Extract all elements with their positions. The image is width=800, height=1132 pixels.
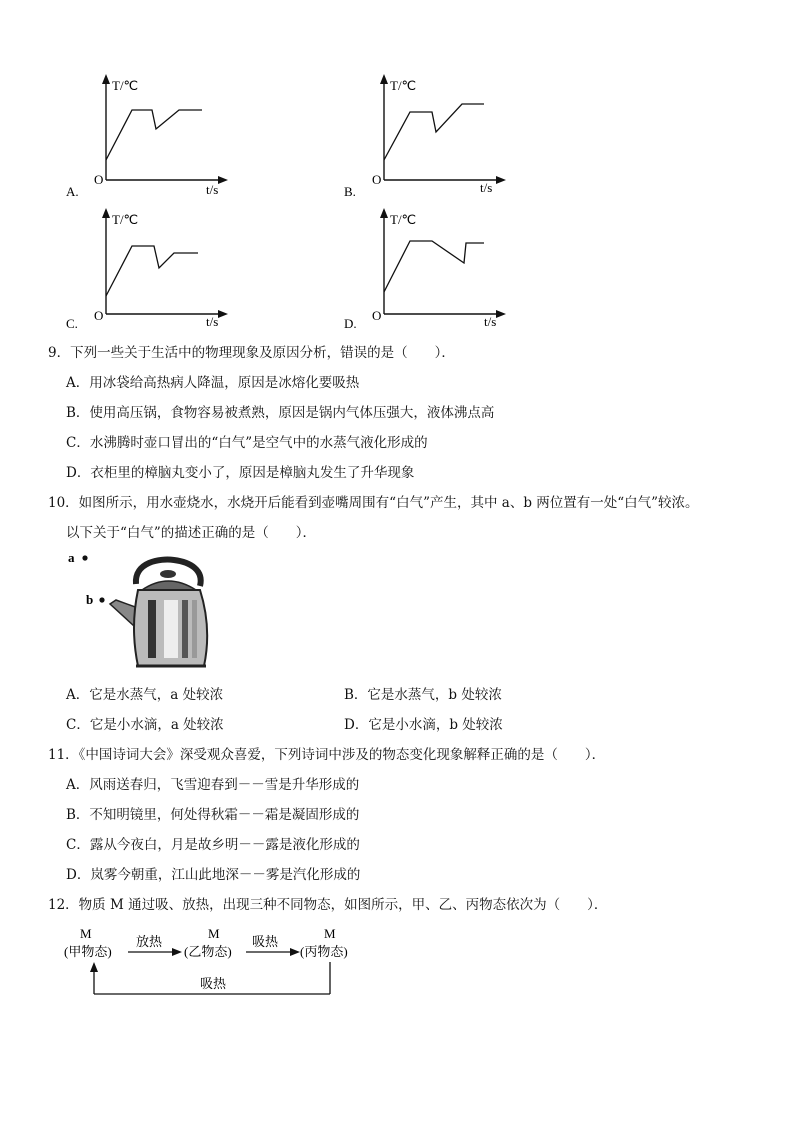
q11-option-a[interactable]: A．风雨送春归，飞雪迎春到－－雪是升华形成的 <box>66 777 360 793</box>
q12-stem: 12．物质 M 通过吸、放热，出现三种不同物态，如图所示，甲、乙、丙物态依次为（ ）． <box>48 897 608 913</box>
q10-option-b[interactable]: B．它是水蒸气，b 处较浓 <box>344 687 502 703</box>
q10-stem-line1: 10．如图所示，用水壶烧水，水烧开后能看到壶嘴周围有“白气”产生，其中 a、b 两位置有一处“白气”较浓。 <box>48 495 699 511</box>
q10-option-a[interactable]: A．它是水蒸气，a 处较浓 <box>66 687 224 703</box>
y-axis-label: T/℃ <box>390 212 417 227</box>
state-bing: (丙物态) <box>300 944 348 959</box>
arrow1-label: 放热 <box>136 934 163 949</box>
m-label-3: M <box>324 926 336 941</box>
q11-option-b[interactable]: B．不知明镜里，何处得秋霜－－霜是凝固形成的 <box>66 807 360 823</box>
q9-stem: 9．下列一些关于生活中的物理现象及原因分析，错误的是（ ）． <box>48 345 455 361</box>
option-letter: B. <box>344 184 356 199</box>
state-jia: (甲物态) <box>64 944 112 959</box>
origin-label: O <box>94 308 104 323</box>
point-a <box>82 555 87 560</box>
state-change-diagram <box>58 924 368 1004</box>
y-axis-label: T/℃ <box>390 78 417 93</box>
label-a: a <box>68 550 75 565</box>
q8-graph-c <box>64 206 244 334</box>
q9-option-c[interactable]: C．水沸腾时壶口冒出的“白气”是空气中的水蒸气液化形成的 <box>66 435 428 451</box>
m-label-1: M <box>80 926 92 941</box>
label-b: b <box>86 592 94 607</box>
q11-option-c[interactable]: C．露从今夜白，月是故乡明－－露是液化形成的 <box>66 837 360 853</box>
q9-option-d[interactable]: D．衣柜里的樟脑丸变小了，原因是樟脑丸发生了升华现象 <box>66 465 415 481</box>
m-label-2: M <box>208 926 220 941</box>
option-letter: A. <box>66 184 79 199</box>
q10-option-d[interactable]: D．它是小水滴，b 处较浓 <box>344 717 503 733</box>
arrow2-label: 吸热 <box>252 934 279 949</box>
origin-label: O <box>94 172 104 187</box>
q11-option-d[interactable]: D．岚雾今朝重，江山此地深－－雾是汽化形成的 <box>66 867 361 883</box>
q9-option-a[interactable]: A．用冰袋给高热病人降温，原因是冰熔化要吸热 <box>66 375 360 391</box>
q10-option-c[interactable]: C．它是小水滴，a 处较浓 <box>66 717 224 733</box>
x-axis-label: t/s <box>206 182 219 197</box>
q8-graph-d <box>342 206 522 334</box>
option-letter: D. <box>344 316 357 331</box>
q11-stem: 11．《中国诗词大会》深受观众喜爱，下列诗词中涉及的物态变化现象解释正确的是（ ）． <box>48 747 606 763</box>
q9-option-b[interactable]: B．使用高压锅，食物容易被煮熟，原因是锅内气体压强大，液体沸点高 <box>66 405 495 421</box>
x-axis-label: t/s <box>484 314 497 329</box>
q10-stem-line2: 以下关于“白气”的描述正确的是（ ）． <box>66 525 317 541</box>
point-b <box>99 597 104 602</box>
origin-label: O <box>372 172 382 187</box>
state-yi: (乙物态) <box>184 944 232 959</box>
q8-graph-a <box>64 72 244 200</box>
x-axis-label: t/s <box>480 180 493 195</box>
arrow3-label: 吸热 <box>200 976 227 991</box>
q8-graph-b <box>342 72 522 200</box>
origin-label: O <box>372 308 382 323</box>
y-axis-label: T/℃ <box>112 212 139 227</box>
y-axis-label: T/℃ <box>112 78 139 93</box>
x-axis-label: t/s <box>206 314 219 329</box>
kettle-figure <box>64 548 214 674</box>
option-letter: C. <box>66 316 78 331</box>
